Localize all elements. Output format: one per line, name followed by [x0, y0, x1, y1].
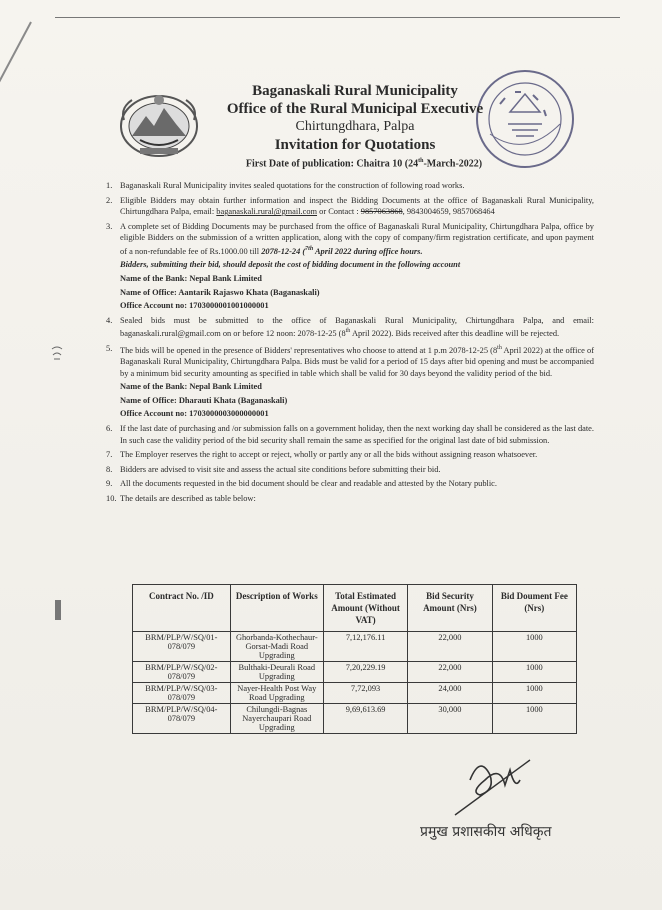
account-number: Office Account no: 1703000001001000001 [120, 301, 269, 311]
cell-bid-fee: 1000 [492, 704, 576, 734]
header-bid-security: Bid Security Amount (Nrs) [408, 585, 492, 632]
list-item: 7. The Employer reserves the right to accept or reject, wholly or partly any or all the bids without assigning reason whatsoever. [106, 450, 538, 460]
office-name: Office of the Rural Municipal Executive [226, 101, 484, 117]
publication-date: First Date of publication: Chaitra 10 (24th-March-2022) [245, 158, 483, 170]
notice-body [106, 180, 594, 508]
list-item: 6. If the last date of purchasing and /or submission falls on a government holiday, then the next working day shall be considered as the last date. In such case the validity period of the bid security shall remain the same as specified for the original last date of bid submission. [106, 424, 594, 445]
contracts-table [132, 584, 577, 734]
email-link[interactable]: baganaskali.rural@gmail.com [216, 207, 318, 217]
list-item: 4. Sealed bids must be submitted to the office of Baganaskali Rural Municipality, Chirtungdhara Palpa, and email: baganaskali.rural@gmail.com on or before 12 noon: 2078-12-25 (8th April 2022). Bids received after this deadline will be rejected. [106, 315, 594, 339]
notice-title: Invitation for Quotations [274, 137, 436, 153]
list-item: 2. Eligible Bidders may obtain further information and inspect the Bidding Documents at the office of Baganaskali Rural Municipality, Chirtungdhara Palpa, email: baganaskali.rural@gmail.com or Contact : 9857063868, 9843004659, 9857068464 [106, 195, 594, 217]
letterhead [190, 82, 520, 171]
office-address: Chirtungdhara, Palpa [295, 119, 415, 134]
table-row [133, 704, 577, 734]
cell-estimated-amount: 7,20,229.19 [323, 662, 407, 683]
cell-contract-no: BRM/PLP/W/SQ/04-078/079 [133, 704, 231, 734]
account-office: Name of Office: Aantarik Rajaswo Khata (Baganaskali) [120, 287, 320, 297]
list-item: 3. A complete set of Bidding Documents may be purchased from the office of Baganaskali Rural Municipality, Chirtungdhara Palpa, office by eligible Bidders on the submission of a written application, along with the copy of company/firm registration certificate, and upon payment of a non-refundable fee of Rs.1000.00 till 2078-12-24 ($^{7th}$ April 2022 during office hours. Bidders, submitting their bid, should deposit the cost of bidding document in the following account Name of the Bank: Nepal Bank Limited Name of Office: Aantarik Rajaswo Khata (Baganaskali) Office Account no: 1703000001001000001 [106, 221, 594, 311]
signatory-title: प्रमुख प्रशासकीय अधिकृत [420, 824, 552, 840]
cell-bid-fee: 1000 [492, 683, 576, 704]
cell-contract-no: BRM/PLP/W/SQ/01-078/079 [133, 632, 231, 662]
account-office: Name of Office: Dharauti Khata (Baganaskali) [120, 395, 288, 405]
cell-contract-no: BRM/PLP/W/SQ/03-078/079 [133, 683, 231, 704]
margin-mark-2 [52, 598, 64, 622]
municipality-name: Baganaskali Rural Municipality [252, 83, 458, 99]
cell-estimated-amount: 7,72,093 [323, 683, 407, 704]
header-description: Description of Works [230, 585, 323, 632]
cell-bid-security: 22,000 [408, 662, 492, 683]
account-bank: Name of the Bank: Nepal Bank Limited [120, 273, 262, 283]
header-estimated-amount: Total Estimated Amount (Without VAT) [323, 585, 407, 632]
cell-bid-security: 30,000 [408, 704, 492, 734]
header-contract-no: Contract No. /ID [133, 585, 231, 632]
account-number: Office Account no: 1703000003000000001 [120, 409, 269, 419]
signature-icon [450, 750, 540, 820]
cell-description: Chilungdi-Bagnas Nayerchaupari Road Upgrading [230, 704, 323, 734]
top-rule [55, 17, 620, 18]
list-item: 1. Baganaskali Rural Municipality invites sealed quotations for the construction of following road works. [106, 181, 465, 190]
table-row [133, 632, 577, 662]
nepal-emblem-icon [118, 88, 200, 160]
cell-bid-security: 22,000 [408, 632, 492, 662]
cell-bid-fee: 1000 [492, 662, 576, 683]
cell-description: Bulthaki-Deurali Road Upgrading [230, 662, 323, 683]
table-row [133, 683, 577, 704]
account-note: Bidders, submitting their bid, should deposit the cost of bidding document in the following account [120, 260, 461, 270]
cell-bid-fee: 1000 [492, 632, 576, 662]
pen-scratch [0, 22, 32, 89]
table-header-row [133, 585, 577, 632]
list-item: 5. The bids will be opened in the presence of Bidders' representatives who choose to attend at 1 p.m 2078-12-25 (8th April 2022) at the office of Baganaskali Rural Municipality, Chirtungdhara Palpa. Bids must be valid for a period of 15 days after bid opening and must be accompanied by a minimum bid security amounting as specified in table which shall be valid for 30 days beyond the validity period of the bid. Name of the Bank: Nepal Bank Limited Name of Office: Dharauti Khata (Baganaskali) Office Account no: 1703000003000000001 [106, 343, 595, 419]
cell-bid-security: 24,000 [408, 683, 492, 704]
cell-contract-no: BRM/PLP/W/SQ/02-078/079 [133, 662, 231, 683]
margin-mark [50, 345, 64, 363]
list-item: 8. Bidders are advised to visit site and assess the actual site conditions before submitting their bid. [106, 464, 441, 474]
account-bank: Name of the Bank: Nepal Bank Limited [120, 382, 262, 392]
list-item: 9. All the documents requested in the bid document should be clear and readable and attested by the Notary public. [106, 479, 497, 489]
list-item: 10. The details are described as table below: [106, 494, 256, 504]
header-bid-fee: Bid Doument Fee (Nrs) [492, 585, 576, 632]
cell-description: Nayer-Health Post Way Road Upgrading [230, 683, 323, 704]
cell-estimated-amount: 7,12,176.11 [323, 632, 407, 662]
table-row [133, 662, 577, 683]
cell-description: Ghorbanda-Kothechaur-Gorsat-Madi Road Upgrading [230, 632, 323, 662]
cell-estimated-amount: 9,69,613.69 [323, 704, 407, 734]
